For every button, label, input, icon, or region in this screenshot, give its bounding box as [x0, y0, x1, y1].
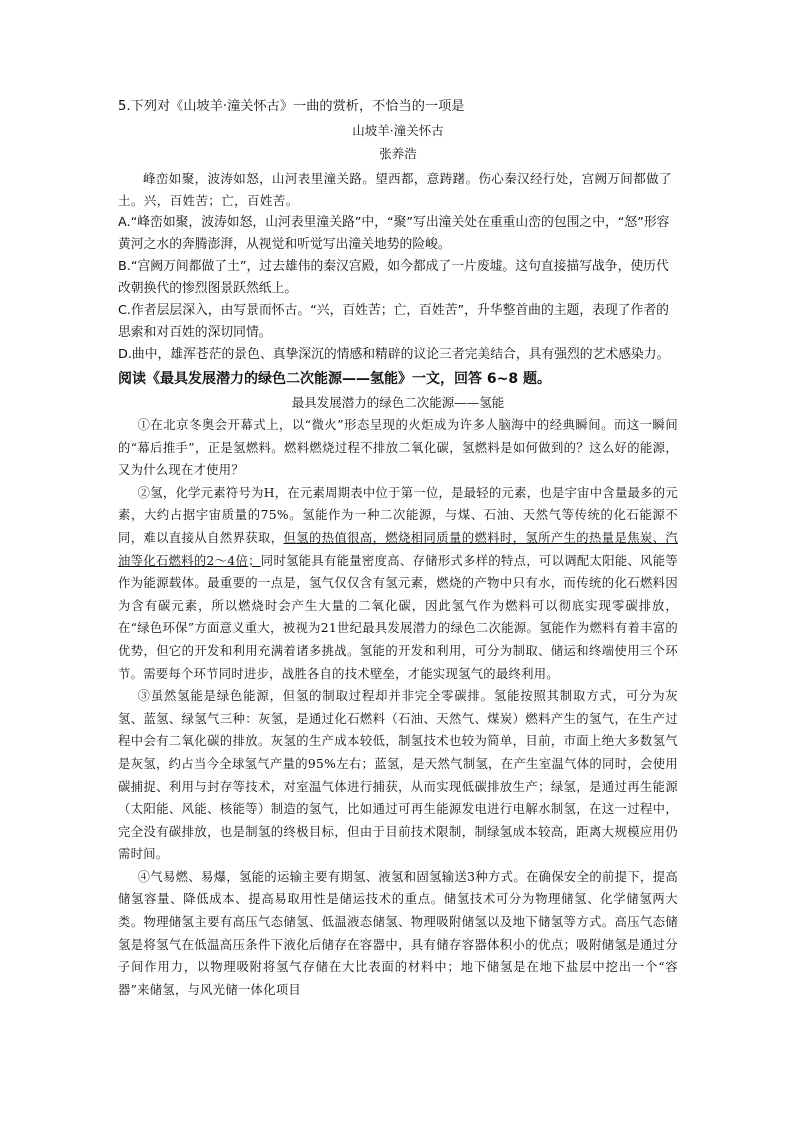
article-title: 最具发展潜力的绿色二次能源——氢能	[291, 395, 505, 410]
option-b: B.“宫阙万间都做了土”，过去雄伟的秦汉宫殿，如今都成了一片废墟。这句直接描写战争，使历代改朝换代的惨烈图景跃然纸上。	[118, 259, 669, 296]
option-c: C.作者层层深入，由写景而怀古。“兴，百姓苦；亡，百姓苦”，升华整首曲的主题，表现了作者的思索和对百姓的深切同情。	[118, 303, 669, 340]
paragraph-2-underlined: 但氢的热值很高，燃烧相同质量的燃料时，氢所产生的热量是焦炭、汽油等化石燃料的2～4倍；	[118, 530, 678, 568]
paragraph-2-part-a: ②氢，化学元素符号为H，在元素周期表中位于第一位，是最轻的元素，也是宇宙中含量最多的元素，大约占据宇宙质量的75%。氢能作为一种二次能源，与煤、石油、天然气等传统的化石能源不同，难以直接从自然界获取，	[118, 485, 678, 545]
paragraph-2-part-b: 同时氢能具有能量密度高、存储形式多样的特点，可以调配太阳能、风能等作为能源载体。最重要的一点是，氢气仅仅含有氢元素，燃烧的产物中只有水，而传统的化石燃料因为含有碳元素，所以燃烧时会产生大量的二氧化碳，因此氢气作为燃料可以彻底实现零碳排放，在“绿色环保”方面意义重大，被视为21世纪最具发展潜力的绿色二次能源。氢能作为燃料有着丰富的优势，但它的开发和利用充满着诸多挑战。氢能的开发和利用，可分为制取、储运和终端使用三个环节。需要每个环节同时进步，战胜各自的技术壁垒，才能实现氢气的最终利用。	[118, 553, 679, 681]
paragraph-1: ①在北京冬奥会开幕式上，以“微火”形态呈现的火炬成为许多人脑海中的经典瞬间。而这一瞬间的“幕后推手”，正是氢燃料。燃料燃烧过程不排放二氧化碳，氢燃料是如何做到的？这么好的能源，又为什么现在才使用？	[118, 418, 678, 478]
paragraph-2	[118, 482, 678, 685]
paragraph-3: ③虽然氢能是绿色能源，但氢的制取过程却并非完全零碳排。氢能按照其制取方式，可分为灰氢、蓝氢、绿氢气三种：灰氢，是通过化石燃料（石油、天然气、煤炭）燃料产生的氢气，在生产过程中会有二氧化碳的排放。灰氢的生产成本较低，制氢技术也较为简单，目前，市面上绝大多数氢气是灰氢，约占当今全球氢气产量的95%左右；蓝氢，是天然气制氢，在产生室温气体的同时，会使用碳捕捉、利用与封存等技术，对室温气体进行捕获，从而实现低碳排放生产；绿氢，是通过再生能源（太阳能、风能、核能等）制造的氢气，比如通过可再生能源发电进行电解水制氢，在这一过程中，完全没有碳排放，也是制氢的终极目标，但由于目前技术限制，制绿氢成本较高，距离大规模应用仍需时间。	[118, 689, 678, 862]
paragraph-4: ④气易燃、易爆，氢能的运输主要有期氢、液氢和固氢输送3种方式。在确保安全的前提下，提高储氢容量、降低成本、提高易取用性是储运技术的重点。储氢技术可分为物理储氢、化学储氢两大类。物理储氢主要有高压气态储氢、低温液态储氢、物理吸附储氢以及地下储氢等方式。高压气态储氢是将氢气在低温高压条件下液化后储存在容器中，具有储存容器体积小的优点；吸附储氢是通过分子间作用力，以物理吸附将氢气存储在大比表面的材料中；地下储氢是在地下盐层中挖出一个“容器”来储氢，与风光储一体化项目	[118, 869, 678, 997]
poem-author: 张养浩	[379, 146, 417, 161]
document-page	[118, 96, 678, 1001]
poem-body: 峰峦如聚，波涛如怒，山河表里潼关路。望西都，意踌躇。伤心秦汉经行处，宫阙万间都做了土。兴，百姓苦；亡，百姓苦。	[118, 171, 672, 208]
option-d: D.曲中，雄浑苍茫的景色、真挚深沉的情感和精辟的议论三者完美结合，具有强烈的艺术感染力。	[118, 347, 670, 362]
option-a: A.“峰峦如聚，波涛如怒，山河表里潼关路”中，“聚”写出潼关处在重重山峦的包围之中，“怒”形容黄河之水的奔腾澎湃，从视觉和听觉写出潼关地势的险峻。	[118, 215, 670, 252]
poem-title: 山坡羊·潼关怀古	[352, 123, 444, 138]
reading-section-heading: 阅读《最具发展潜力的绿色二次能源——氢能》一文，回答 6~8 题。	[118, 371, 551, 387]
question-5-stem: 5.下列对《山坡羊·潼关怀古》一曲的赏析，不恰当的一项是	[118, 99, 465, 114]
